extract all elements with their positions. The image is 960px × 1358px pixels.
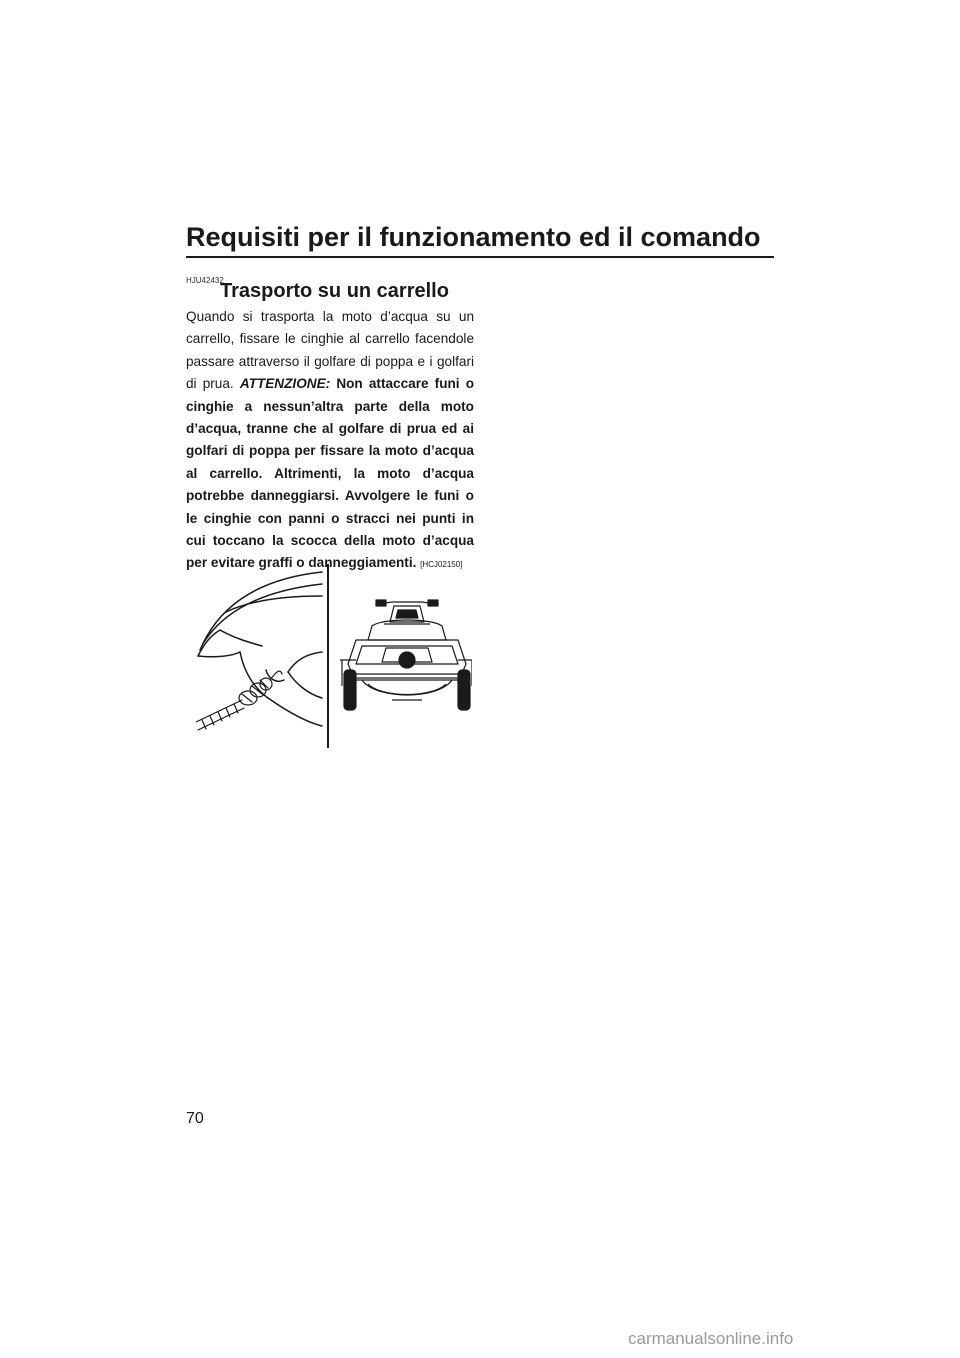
caution-label: ATTENZIONE: bbox=[239, 376, 331, 392]
caution-text: Non attaccare funi o cinghie a nessun’altra parte della moto d’acqua, tranne che al golfare di prua ed ai golfari di poppa per fissare la moto d’acqua al carrello. Altrimenti, la moto d’acqua potrebbe danneggiarsi. Avvolgere le funi o le cinghie con panni o stracci nei punti in cui toccano la scocca della moto d’acqua per evitare graffi o danneggiamenti. bbox=[186, 376, 475, 571]
section-code: HJU42432 bbox=[186, 276, 224, 285]
chapter-title: Requisiti per il funzionamento ed il comando bbox=[186, 222, 761, 252]
section-title: Trasporto su un carrello bbox=[220, 280, 449, 302]
page-number: 70 bbox=[186, 1110, 204, 1127]
chapter-divider bbox=[186, 256, 774, 258]
watermark: carmanualsonline.info bbox=[628, 1329, 794, 1348]
intro-text: Quando si trasporta la moto d’acqua su un carrello, fissare le cinghie al carrello facendole passare attraverso il golfare di poppa e i golfari di prua. bbox=[186, 309, 474, 392]
trailer-tie-down-figure bbox=[196, 560, 472, 750]
watercraft-on-trailer-icon bbox=[340, 600, 472, 710]
body-paragraph bbox=[186, 306, 474, 577]
caution-code: [HCJ02150] bbox=[420, 560, 463, 570]
bow-eye-rope-icon bbox=[196, 572, 322, 730]
